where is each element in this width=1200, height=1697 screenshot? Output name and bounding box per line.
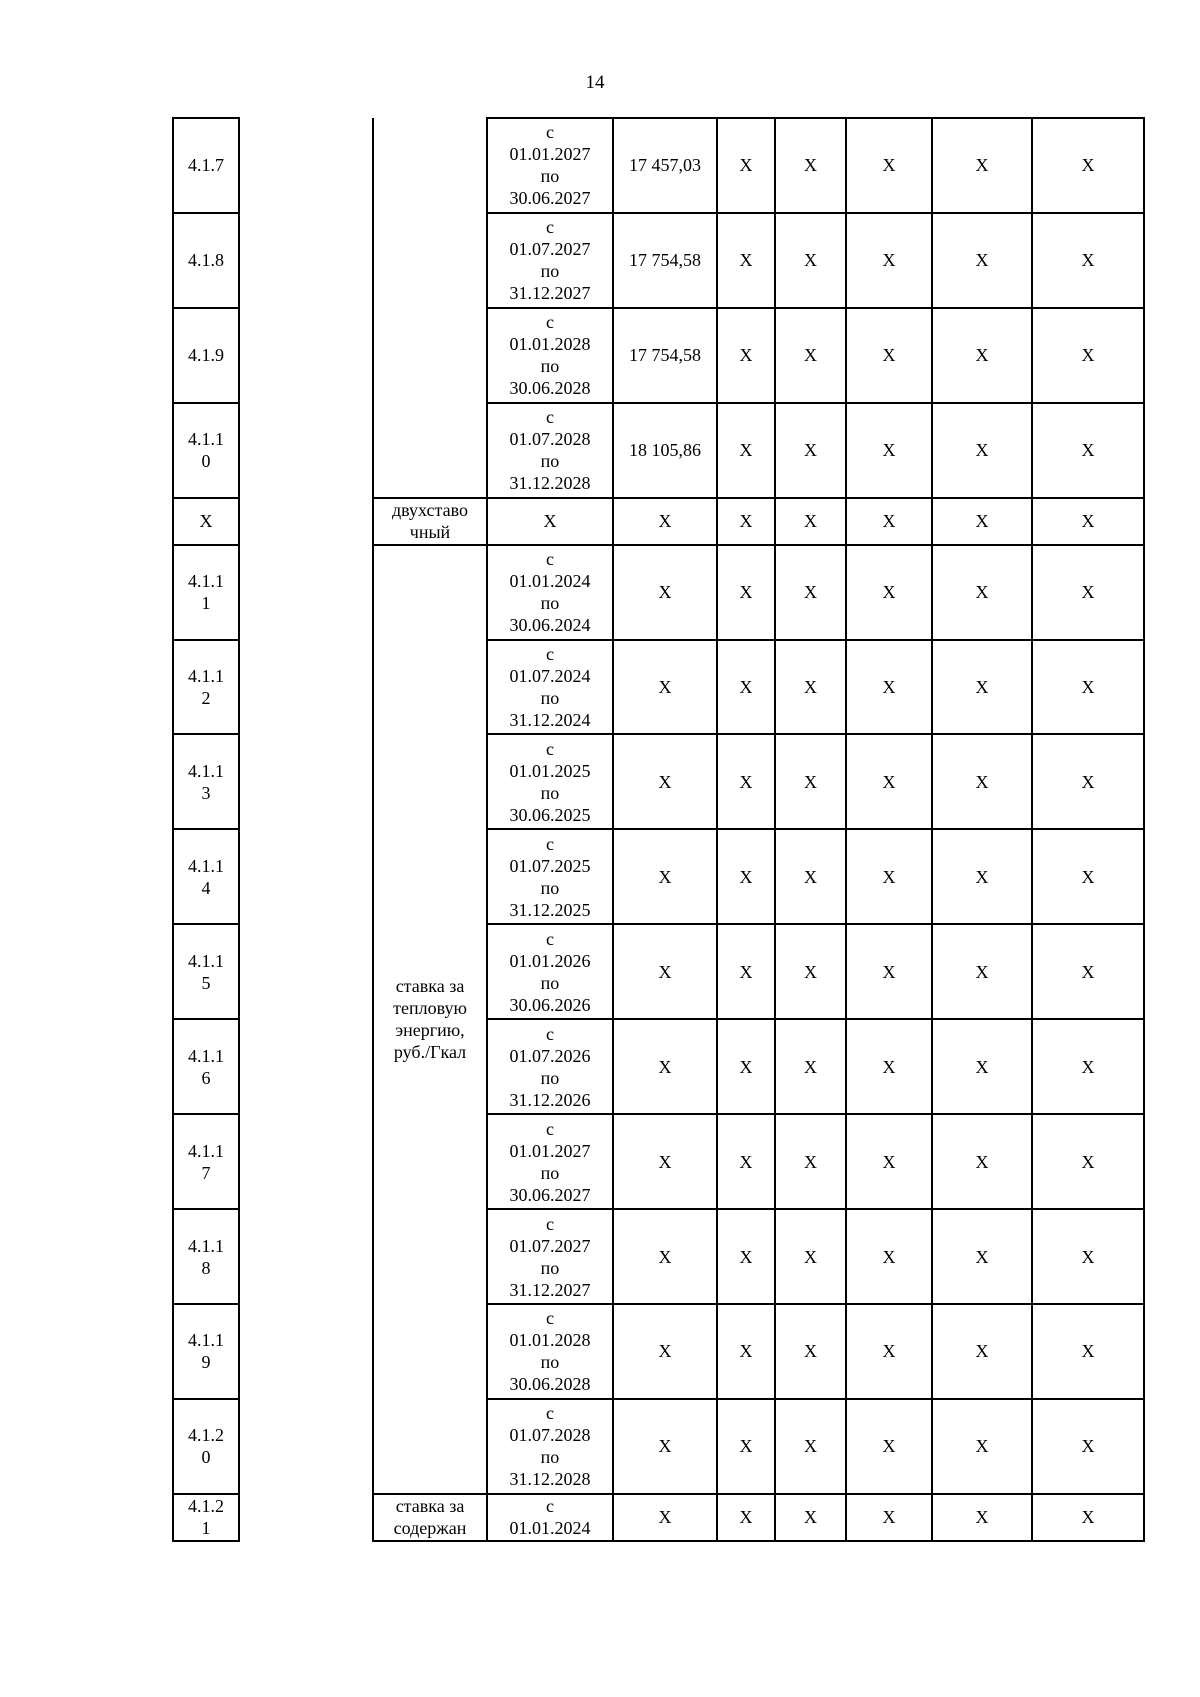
row-number-cell (173, 1209, 239, 1304)
mark-cell-2: X (775, 1019, 846, 1114)
period-from-date: 01.01.2025 (509, 760, 591, 781)
mark-cell-2: X (775, 1209, 846, 1304)
period-to-prefix: по (540, 1447, 560, 1468)
type-label-cell: двухставо чный (373, 498, 487, 545)
tariff-value-cell: X (613, 734, 717, 829)
tariff-value-cell: X (613, 1304, 717, 1399)
mark-cell-1: X (717, 1494, 775, 1541)
tariff-value-cell: X (613, 924, 717, 1019)
row-number: 4.1.16 (188, 1045, 224, 1088)
mark-cell-3: X (846, 734, 932, 829)
row-number: 4.1.17 (188, 1140, 224, 1183)
period-cell (487, 1019, 613, 1114)
period-from-date: 01.07.2028 (509, 1425, 591, 1446)
mark-cell-4: X (932, 829, 1032, 924)
row-number: 4.1.9 (188, 345, 224, 366)
mark-cell-2: X (775, 829, 846, 924)
mark-cell-4: X (932, 1209, 1032, 1304)
mark-cell-5: X (1032, 1209, 1144, 1304)
period-cell (487, 1209, 613, 1304)
period-cell (487, 545, 613, 640)
row-number-cell (173, 829, 239, 924)
period-from-prefix: с (546, 1308, 554, 1329)
mark-cell-2: X (775, 1114, 846, 1209)
period-from-date: 01.07.2027 (509, 1235, 591, 1256)
tariff-value-cell: X (613, 1114, 717, 1209)
period-from-date: 01.07.2025 (509, 855, 591, 876)
period-to-date: 31.12.2025 (509, 899, 591, 920)
period-from-date: 01.01.2027 (509, 144, 591, 165)
mark-cell-5: X (1032, 1494, 1144, 1541)
mark-cell-3: X (846, 1114, 932, 1209)
row-number-cell (173, 1114, 239, 1209)
period-to-date: 30.06.2027 (509, 1184, 591, 1205)
mark-cell-5: X (1032, 924, 1144, 1019)
mark-cell-3: X (846, 118, 932, 213)
mark-cell-4: X (932, 1399, 1032, 1494)
mark-cell-3: X (846, 1399, 932, 1494)
tariff-value-cell: 17 754,58 (613, 213, 717, 308)
row-number-cell (173, 924, 239, 1019)
row-number: 4.1.10 (188, 429, 224, 472)
row-number: 4.1.7 (188, 155, 224, 176)
mark-cell-4: X (932, 498, 1032, 545)
row-number: 4.1.21 (188, 1496, 224, 1539)
period-to-prefix: по (540, 782, 560, 803)
period-from-prefix: с (546, 644, 554, 665)
period-from-prefix: с (546, 1403, 554, 1424)
row-number-cell (173, 308, 239, 403)
period-from-date: 01.01.2028 (509, 1330, 591, 1351)
mark-cell-1: X (717, 1114, 775, 1209)
name-column-cell (239, 118, 373, 1541)
mark-cell-1: X (717, 1399, 775, 1494)
period-from-date: 01.01.2024 (509, 1518, 591, 1539)
tariff-value-cell: X (613, 829, 717, 924)
period-to-date: 30.06.2027 (509, 188, 591, 209)
mark-cell-2: X (775, 1304, 846, 1399)
mark-cell-1: X (717, 498, 775, 545)
row-number-cell: X (173, 498, 239, 545)
period-to-prefix: по (540, 593, 560, 614)
mark-cell-2: X (775, 213, 846, 308)
period-from-date: 01.07.2026 (509, 1045, 591, 1066)
mark-cell-3: X (846, 1494, 932, 1541)
period-to-date: 31.12.2026 (509, 1089, 591, 1110)
mark-cell-3: X (846, 1019, 932, 1114)
mark-cell-5: X (1032, 1399, 1144, 1494)
type-column-cell (373, 118, 487, 498)
mark-cell-2: X (775, 1399, 846, 1494)
mark-cell-3: X (846, 1304, 932, 1399)
row-number-cell (173, 545, 239, 640)
mark-cell-4: X (932, 118, 1032, 213)
row-number-cell (173, 640, 239, 735)
mark-cell-4: X (932, 308, 1032, 403)
mark-cell-5: X (1032, 118, 1144, 213)
period-to-date: 31.12.2028 (509, 1469, 591, 1490)
row-number-cell (173, 1304, 239, 1399)
mark-cell-5: X (1032, 308, 1144, 403)
period-cell (487, 734, 613, 829)
row-number-cell (173, 1494, 239, 1541)
mark-cell-1: X (717, 213, 775, 308)
row-number-cell (173, 213, 239, 308)
tariff-value-cell: X (613, 545, 717, 640)
tariff-table (172, 117, 1145, 1542)
period-from-prefix: с (546, 407, 554, 428)
period-cell (487, 308, 613, 403)
period-cell (487, 1399, 613, 1494)
mark-cell-2: X (775, 734, 846, 829)
period-from-prefix: с (546, 312, 554, 333)
mark-cell-4: X (932, 213, 1032, 308)
mark-cell-5: X (1032, 829, 1144, 924)
mark-cell-1: X (717, 118, 775, 213)
mark-cell-3: X (846, 924, 932, 1019)
page-number: 14 (585, 72, 605, 93)
row-number-cell (173, 1399, 239, 1494)
mark-cell-1: X (717, 640, 775, 735)
period-to-prefix: по (540, 688, 560, 709)
tariff-value-cell: X (613, 498, 717, 545)
mark-cell-1: X (717, 1304, 775, 1399)
period-from-prefix: с (546, 1213, 554, 1234)
period-from-date: 01.07.2027 (509, 239, 591, 260)
row-number-cell (173, 403, 239, 498)
tariff-value-cell: X (613, 1209, 717, 1304)
row-number: 4.1.18 (188, 1235, 224, 1278)
period-cell (487, 829, 613, 924)
period-to-prefix: по (540, 451, 560, 472)
period-cell (487, 213, 613, 308)
mark-cell-4: X (932, 1494, 1032, 1541)
mark-cell-3: X (846, 213, 932, 308)
mark-cell-2: X (775, 1494, 846, 1541)
mark-cell-5: X (1032, 403, 1144, 498)
mark-cell-1: X (717, 924, 775, 1019)
period-to-date: 30.06.2024 (509, 615, 591, 636)
tariff-value-cell: 17 457,03 (613, 118, 717, 213)
row-number-cell (173, 1019, 239, 1114)
period-from-prefix: с (546, 1118, 554, 1139)
mark-cell-1: X (717, 403, 775, 498)
period-to-prefix: по (540, 1067, 560, 1088)
row-number: 4.1.11 (188, 571, 224, 614)
mark-cell-3: X (846, 308, 932, 403)
period-from-prefix: с (546, 928, 554, 949)
mark-cell-4: X (932, 1114, 1032, 1209)
period-to-date: 31.12.2027 (509, 1279, 591, 1300)
period-to-date: 30.06.2026 (509, 994, 591, 1015)
mark-cell-3: X (846, 640, 932, 735)
mark-cell-1: X (717, 829, 775, 924)
mark-cell-5: X (1032, 213, 1144, 308)
period-to-date: 31.12.2027 (509, 283, 591, 304)
period-from-prefix: с (546, 1496, 554, 1517)
period-to-prefix: по (540, 1162, 560, 1183)
period-to-prefix: по (540, 1352, 560, 1373)
mark-cell-4: X (932, 924, 1032, 1019)
mark-cell-3: X (846, 829, 932, 924)
period-to-prefix: по (540, 972, 560, 993)
row-number-cell (173, 118, 239, 213)
period-cell (487, 118, 613, 213)
row-number: 4.1.19 (188, 1330, 224, 1373)
tariff-value-cell: 17 754,58 (613, 308, 717, 403)
mark-cell-2: X (775, 640, 846, 735)
mark-cell-4: X (932, 640, 1032, 735)
row-number: 4.1.14 (188, 855, 224, 898)
period-to-prefix: по (540, 356, 560, 377)
mark-cell-4: X (932, 1304, 1032, 1399)
period-from-prefix: с (546, 217, 554, 238)
period-from-date: 01.01.2027 (509, 1140, 591, 1161)
tariff-value-cell: X (613, 640, 717, 735)
mark-cell-3: X (846, 1209, 932, 1304)
mark-cell-5: X (1032, 1019, 1144, 1114)
row-number-cell (173, 734, 239, 829)
period-to-date: 31.12.2028 (509, 473, 591, 494)
period-from-prefix: с (546, 833, 554, 854)
period-from-date: 01.07.2028 (509, 429, 591, 450)
mark-cell-2: X (775, 498, 846, 545)
mark-cell-5: X (1032, 640, 1144, 735)
mark-cell-3: X (846, 545, 932, 640)
mark-cell-5: X (1032, 498, 1144, 545)
period-cell (487, 640, 613, 735)
period-from-prefix: с (546, 549, 554, 570)
period-cell (487, 403, 613, 498)
mark-cell-1: X (717, 1209, 775, 1304)
mark-cell-4: X (932, 734, 1032, 829)
period-to-prefix: по (540, 877, 560, 898)
mark-cell-5: X (1032, 1114, 1144, 1209)
period-to-prefix: по (540, 166, 560, 187)
tariff-value-cell: X (613, 1399, 717, 1494)
row-number: 4.1.15 (188, 950, 224, 993)
tariff-value-cell: X (613, 1494, 717, 1541)
mark-cell-5: X (1032, 545, 1144, 640)
mark-cell-2: X (775, 545, 846, 640)
mark-cell-5: X (1032, 734, 1144, 829)
mark-cell-4: X (932, 1019, 1032, 1114)
period-to-date: 30.06.2028 (509, 1374, 591, 1395)
tariff-value-cell: X (613, 1019, 717, 1114)
period-to-prefix: по (540, 261, 560, 282)
mark-cell-4: X (932, 545, 1032, 640)
row-number: 4.1.20 (188, 1425, 224, 1468)
row-number: 4.1.12 (188, 666, 224, 709)
mark-cell-2: X (775, 118, 846, 213)
row-number: 4.1.13 (188, 760, 224, 803)
period-cell: X (487, 498, 613, 545)
type-label-cell: ставка за тепловую энергию, руб./Гкал (373, 545, 487, 1494)
mark-cell-1: X (717, 545, 775, 640)
period-from-date: 01.01.2028 (509, 334, 591, 355)
period-from-prefix: с (546, 738, 554, 759)
mark-cell-5: X (1032, 1304, 1144, 1399)
mark-cell-2: X (775, 403, 846, 498)
period-to-date: 31.12.2024 (509, 710, 591, 731)
mark-cell-1: X (717, 1019, 775, 1114)
tariff-value-cell: 18 105,86 (613, 403, 717, 498)
mark-cell-1: X (717, 734, 775, 829)
period-to-date: 30.06.2025 (509, 804, 591, 825)
period-from-prefix: с (546, 1023, 554, 1044)
table-row (173, 118, 1144, 213)
period-from-prefix: с (546, 122, 554, 143)
type-label-cell: ставка за содержан (373, 1494, 487, 1541)
period-to-date: 30.06.2028 (509, 378, 591, 399)
period-from-date: 01.01.2024 (509, 571, 591, 592)
period-cell (487, 924, 613, 1019)
mark-cell-2: X (775, 924, 846, 1019)
row-number: 4.1.8 (188, 250, 224, 271)
mark-cell-4: X (932, 403, 1032, 498)
period-cell (487, 1494, 613, 1541)
mark-cell-2: X (775, 308, 846, 403)
mark-cell-3: X (846, 403, 932, 498)
period-to-prefix: по (540, 1257, 560, 1278)
period-from-date: 01.07.2024 (509, 666, 591, 687)
period-cell (487, 1304, 613, 1399)
period-cell (487, 1114, 613, 1209)
period-from-date: 01.01.2026 (509, 950, 591, 971)
mark-cell-3: X (846, 498, 932, 545)
mark-cell-1: X (717, 308, 775, 403)
